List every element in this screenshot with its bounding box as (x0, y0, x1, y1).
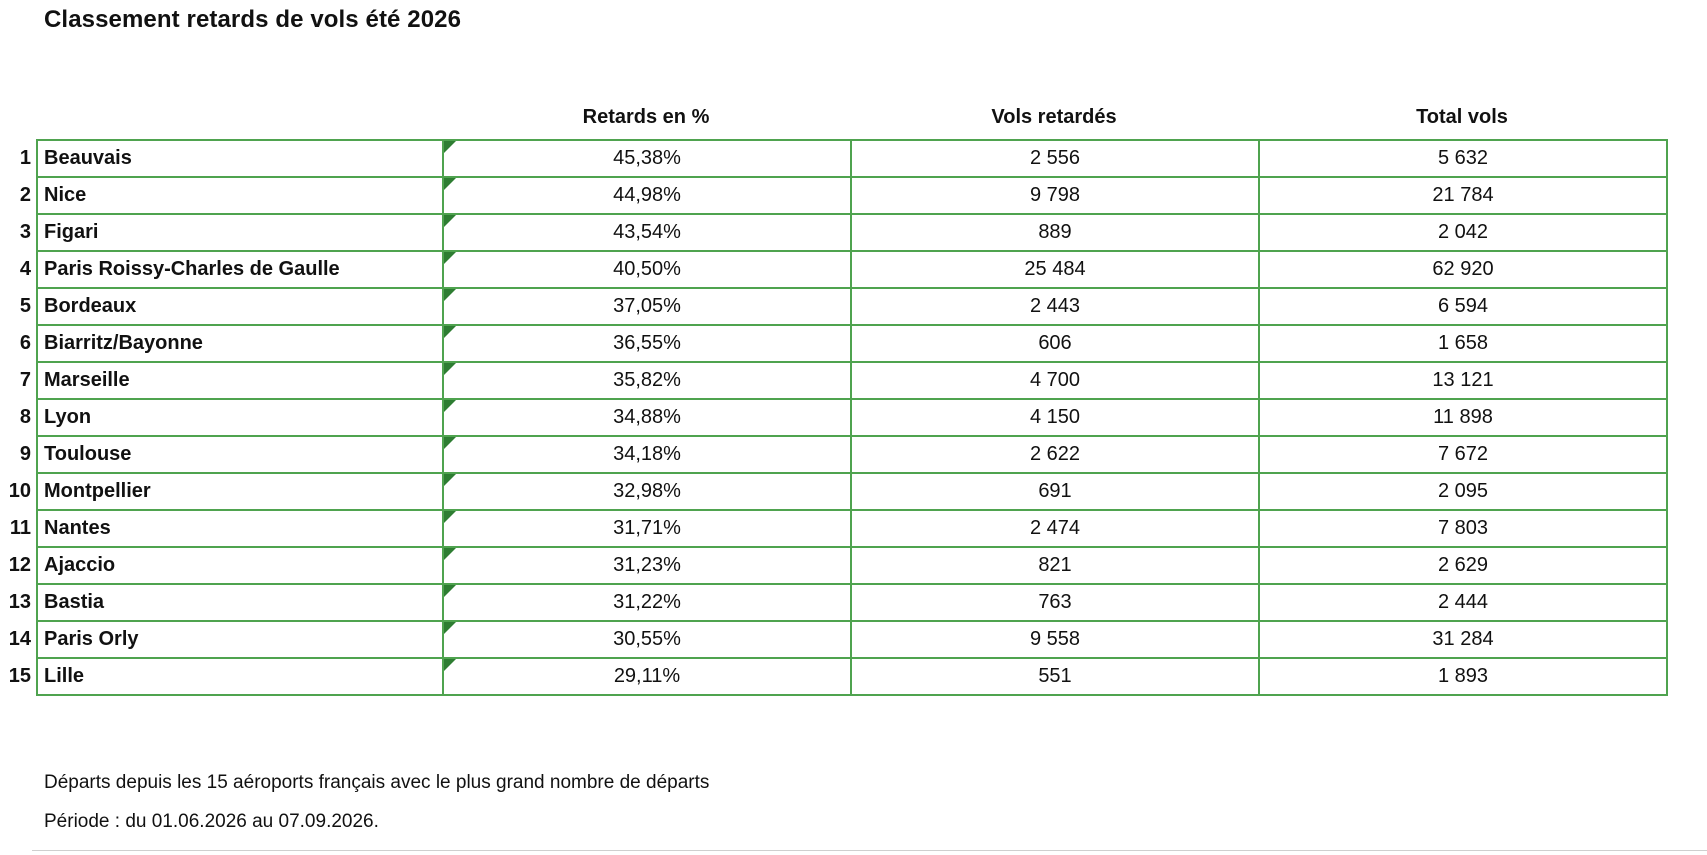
table-row (0, 436, 1667, 473)
bottom-divider (32, 850, 1707, 851)
delayed-flights-cell: 763 (851, 584, 1259, 621)
table-row (0, 584, 1667, 621)
airport-name-cell: Toulouse (37, 436, 443, 473)
total-flights-cell: 2 042 (1259, 214, 1667, 251)
total-flights-cell: 31 284 (1259, 621, 1667, 658)
table-row (0, 214, 1667, 251)
delay-pct-cell: 29,11% (443, 658, 851, 695)
page-title: Classement retards de vols été 2026 (44, 6, 462, 33)
column-header-total-flights: Total vols (1416, 106, 1508, 128)
total-flights-cell: 5 632 (1259, 140, 1667, 177)
delayed-flights-cell: 821 (851, 547, 1259, 584)
delay-pct-cell: 32,98% (443, 473, 851, 510)
delayed-flights-cell: 9 558 (851, 621, 1259, 658)
table-row (0, 399, 1667, 436)
total-flights-cell: 2 095 (1259, 473, 1667, 510)
airport-name-cell: Montpellier (37, 473, 443, 510)
rank-number: 14 (8, 628, 31, 650)
delay-pct-cell: 31,22% (443, 584, 851, 621)
rank-number: 8 (19, 406, 31, 428)
table-row (0, 288, 1667, 325)
table-row (0, 547, 1667, 584)
table-row (0, 140, 1667, 177)
delayed-flights-cell: 4 150 (851, 399, 1259, 436)
table-body (0, 140, 1667, 695)
rank-number: 5 (19, 295, 31, 317)
delay-ranking-table (0, 139, 1668, 696)
delay-pct-cell: 37,05% (443, 288, 851, 325)
column-header-delayed-flights: Vols retardés (991, 106, 1117, 128)
total-flights-cell: 62 920 (1259, 251, 1667, 288)
rank-number: 3 (19, 221, 31, 243)
column-header-delay-pct: Retards en % (582, 106, 710, 128)
rank-number: 13 (8, 591, 31, 613)
rank-number: 6 (19, 332, 31, 354)
total-flights-cell: 13 121 (1259, 362, 1667, 399)
airport-name-cell: Marseille (37, 362, 443, 399)
delay-pct-cell: 31,71% (443, 510, 851, 547)
delayed-flights-cell: 9 798 (851, 177, 1259, 214)
airport-name-cell: Figari (37, 214, 443, 251)
airport-name-cell: Bastia (37, 584, 443, 621)
delayed-flights-cell: 2 622 (851, 436, 1259, 473)
delayed-flights-cell: 4 700 (851, 362, 1259, 399)
delayed-flights-cell: 2 556 (851, 140, 1259, 177)
airport-name-cell: Bordeaux (37, 288, 443, 325)
footnote-period: Période : du 01.06.2026 au 07.09.2026. (44, 811, 379, 832)
rank-number: 10 (8, 480, 31, 502)
rank-number: 11 (9, 517, 31, 539)
airport-name-cell: Biarritz/Bayonne (37, 325, 443, 362)
airport-name-cell: Lille (37, 658, 443, 695)
delay-pct-cell: 44,98% (443, 177, 851, 214)
total-flights-cell: 1 893 (1259, 658, 1667, 695)
delayed-flights-cell: 889 (851, 214, 1259, 251)
delay-pct-cell: 35,82% (443, 362, 851, 399)
rank-number: 15 (8, 665, 31, 687)
table-row (0, 510, 1667, 547)
table-row (0, 658, 1667, 695)
airport-name-cell: Lyon (37, 399, 443, 436)
table-row (0, 177, 1667, 214)
delay-pct-cell: 31,23% (443, 547, 851, 584)
delay-pct-cell: 30,55% (443, 621, 851, 658)
airport-name-cell: Nice (37, 177, 443, 214)
table-row (0, 325, 1667, 362)
delayed-flights-cell: 691 (851, 473, 1259, 510)
total-flights-cell: 7 803 (1259, 510, 1667, 547)
airport-name-cell: Beauvais (37, 140, 443, 177)
total-flights-cell: 6 594 (1259, 288, 1667, 325)
delayed-flights-cell: 25 484 (851, 251, 1259, 288)
footnote-scope: Départs depuis les 15 aéroports français avec le plus grand nombre de départs (44, 772, 710, 793)
airport-name-cell: Nantes (37, 510, 443, 547)
airport-name-cell: Ajaccio (37, 547, 443, 584)
delay-pct-cell: 43,54% (443, 214, 851, 251)
delay-pct-cell: 36,55% (443, 325, 851, 362)
delay-pct-cell: 34,88% (443, 399, 851, 436)
table-row (0, 621, 1667, 658)
delayed-flights-cell: 606 (851, 325, 1259, 362)
delay-pct-cell: 45,38% (443, 140, 851, 177)
rank-number: 1 (19, 147, 31, 169)
rank-number: 9 (19, 443, 31, 465)
delay-pct-cell: 40,50% (443, 251, 851, 288)
delay-pct-cell: 34,18% (443, 436, 851, 473)
total-flights-cell: 2 629 (1259, 547, 1667, 584)
rank-number: 12 (8, 554, 31, 576)
table-row (0, 473, 1667, 510)
delayed-flights-cell: 2 443 (851, 288, 1259, 325)
total-flights-cell: 7 672 (1259, 436, 1667, 473)
table-row (0, 251, 1667, 288)
delayed-flights-cell: 2 474 (851, 510, 1259, 547)
rank-number: 4 (19, 258, 31, 280)
airport-name-cell: Paris Orly (37, 621, 443, 658)
total-flights-cell: 21 784 (1259, 177, 1667, 214)
total-flights-cell: 11 898 (1259, 399, 1667, 436)
delayed-flights-cell: 551 (851, 658, 1259, 695)
rank-number: 2 (19, 184, 31, 206)
rank-number: 7 (19, 369, 31, 391)
table-row (0, 362, 1667, 399)
total-flights-cell: 1 658 (1259, 325, 1667, 362)
column-header-row (0, 106, 1707, 136)
airport-name-cell: Paris Roissy-Charles de Gaulle (37, 251, 443, 288)
total-flights-cell: 2 444 (1259, 584, 1667, 621)
